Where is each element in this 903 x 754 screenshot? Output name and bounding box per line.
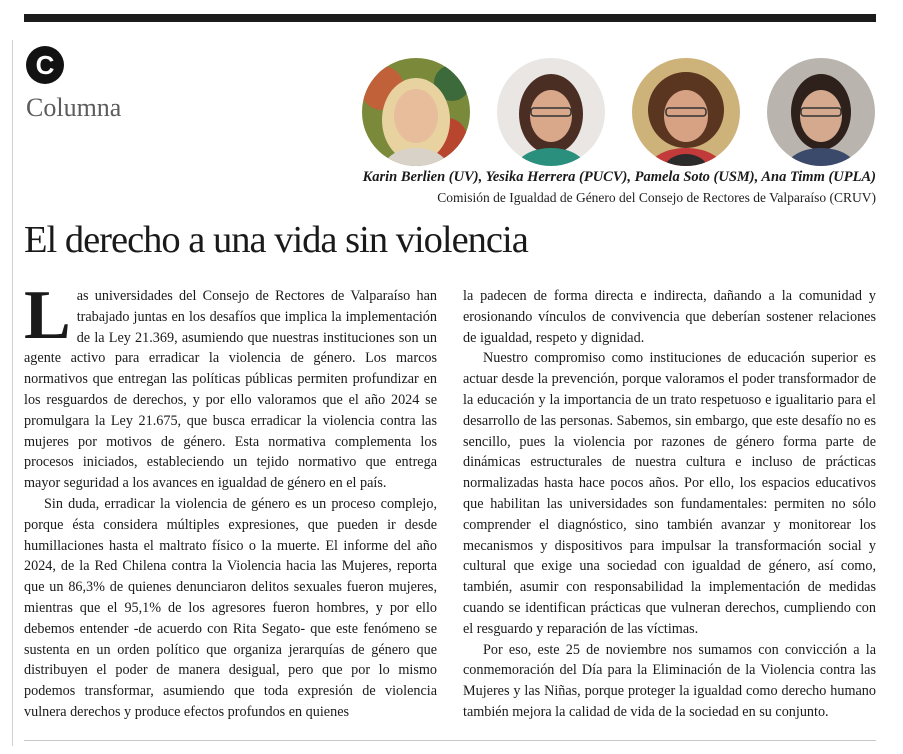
body-paragraph: Sin duda, erradicar la violencia de género es un proceso complejo, porque ésta considera múltiples expresiones, que pueden ir desde humillaciones hasta el maltrato físico o la muerte. El informe del año 2024, de la Red Chilena contra la Violencia hacia las Mujeres, reporta que un 86,3% de quienes denunciaron delitos sexuales fueron mujeres, mientras que el 95,1% de los agresores fueron hombres, y por ello debemos entender -de acuerdo con Rita Segato- que este fenómeno se sustenta en un orden político que organiza jerarquías de género que distribuyen el poder de manera desigual, pero que por lo mismo podemos transformar, asumiendo que toda expresión de violencia vulnera derechos y produce efectos profundos en quienes	[24, 495, 437, 720]
body-paragraph: Nuestro compromiso como instituciones de educación superior es actuar desde la prevención, porque valoramos el poder transformador de la educación y la importancia de un trato respetuoso e igualitario para el desarrollo de las personas. Sabemos, sin embargo, que este desafío no es sencillo, pues la violencia por razones de género forma parte de dinámicas estructurales de nuestra cultura e incluso de prácticas normalizadas hasta hace pocos años. Por ello, los espacios educativos que habilitan las universidades son fundamentales: permiten no sólo comprender el diagnóstico, sino también avanzar y monitorear los mecanismos y dispositivos para impulsar la transformación social y cultural que exige una sociedad con igualdad de género, así como, también, asumir con responsabilidad la implementación de medidas cuando se identifican prácticas que vulneran derechos, cumpliendo con el resguardo y reparación de las víctimas.	[463, 350, 876, 637]
author-photo-karin-berlien	[362, 58, 470, 166]
author-photo-pamela-soto	[632, 58, 740, 166]
article-headline: El derecho a una vida sin violencia	[24, 219, 528, 261]
left-column-divider	[12, 40, 13, 746]
top-rule	[24, 14, 876, 22]
author-photo-ana-timm	[767, 58, 875, 166]
section-label: Columna	[26, 93, 122, 122]
author-affiliation: Comisión de Igualdad de Género del Consejo de Rectores de Valparaíso (CRUV)	[437, 190, 876, 205]
body-paragraph: Por eso, este 25 de noviembre nos sumamos con convicción a la conmemoración del Día para la Eliminación de la Violencia contra las Mujeres y las Niñas, porque proteger la igualdad como derecho humano también mejora la calidad de vida de la sociedad en su conjunto.	[463, 641, 876, 720]
body-paragraph: la padecen de forma directa e indirecta, dañando a la comunidad y erosionando vínculos de convivencia que deberían sostener relaciones de igualdad, respeto y dignidad.	[463, 288, 876, 346]
bottom-rule	[24, 740, 876, 741]
body-column-left	[24, 277, 437, 723]
author-names: Karin Berlien (UV), Yesika Herrera (PUCV), Pamela Soto (USM), Ana Timm (UPLA)	[362, 169, 876, 185]
body-paragraph-text: as universidades del Consejo de Rectores de Valparaíso han trabajado juntas en los desafíos que implica la implementación de la Ley 21.369, asumiendo que nuestras instituciones son un agente activo para erradicar la violencia de género. Los marcos normativos que entregan las políticas públicas permiten profundizar en los resguardos de derechos, y por ello valoramos que el año 2024 se promulgara la Ley 21.675, que busca erradicar la violencia contra las mujeres por motivos de género. Esta normativa complementa los procesos iniciados, estableciendo un tejido normativo que entrega mayor seguridad a los avances en igualdad de género en el país.	[24, 288, 437, 492]
author-photo-yesika-herrera	[497, 58, 605, 166]
drop-cap: L	[24, 277, 71, 354]
section-badge-icon: C	[26, 46, 64, 84]
body-paragraph	[24, 277, 437, 494]
body-column-right	[463, 286, 876, 723]
